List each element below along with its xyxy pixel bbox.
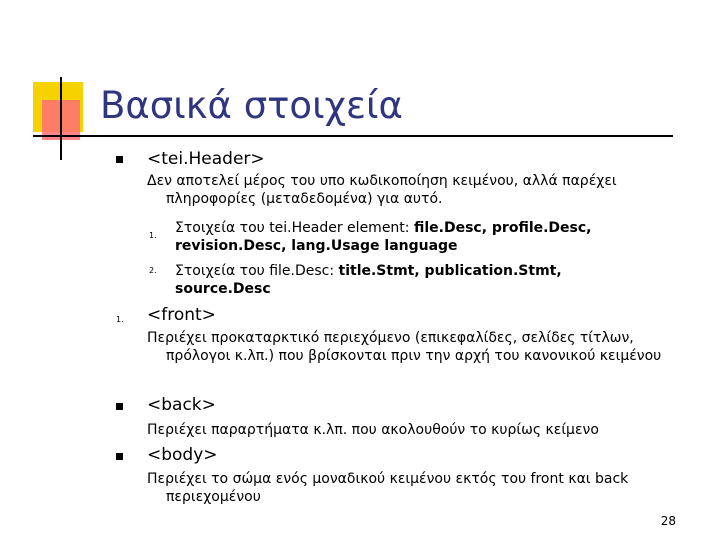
- subitem-bold-text: file.Desc, profile.Desc, revision.Desc, lang.Usage language: [175, 220, 592, 254]
- decorative-vertical-line: [60, 77, 62, 160]
- subitem-plain-text: Στοιχεία του tei.Header element:: [175, 220, 414, 236]
- subitem-teiheader-elements: [175, 219, 645, 255]
- section-heading-back: <back>: [147, 395, 216, 415]
- section-heading-front: <front>: [147, 305, 216, 325]
- subitem-number: 1.: [149, 231, 157, 240]
- title-underline: [33, 135, 673, 137]
- section-description-front: Περιέχει προκαταρκτικό περιεχόμενο (επικεφαλίδες, σελίδες τίτλων, πρόλογοι κ.λπ.) που βρίσκονται πριν την αρχή του κανονικού κειμένου: [147, 330, 662, 364]
- bullet-square-icon: [116, 453, 123, 460]
- section-description-body: Περιέχει το σώμα ενός μοναδικού κειμένου εκτός του front και back περιεχομένου: [147, 471, 629, 505]
- subitem-bold-text: title.Stmt, publication.Stmt, source.Desc: [175, 263, 562, 297]
- subitem-number: 2.: [149, 266, 157, 275]
- bullet-square-icon: [116, 156, 123, 163]
- section-heading-body: <body>: [147, 445, 218, 465]
- section-heading-teiheader: <tei.Header>: [147, 149, 265, 169]
- bullet-square-icon: [116, 403, 123, 410]
- subitem-filedesc-elements: [175, 262, 645, 298]
- page-number: 28: [660, 514, 676, 528]
- subitem-plain-text: Στοιχεία του file.Desc:: [175, 263, 339, 279]
- slide-title: Βασικά στοιχεία: [100, 84, 403, 127]
- section-description-back: Περιέχει παραρτήματα κ.λπ. που ακολουθούν το κυρίως κείμενο: [147, 422, 599, 438]
- section-number: 1.: [116, 315, 124, 324]
- section-description-teiheader: Δεν αποτελεί μέρος του υπο κωδικοποίηση κειμένου, αλλά παρέχει πληροφορίες (μεταδεδομένα) για αυτό.: [147, 173, 617, 207]
